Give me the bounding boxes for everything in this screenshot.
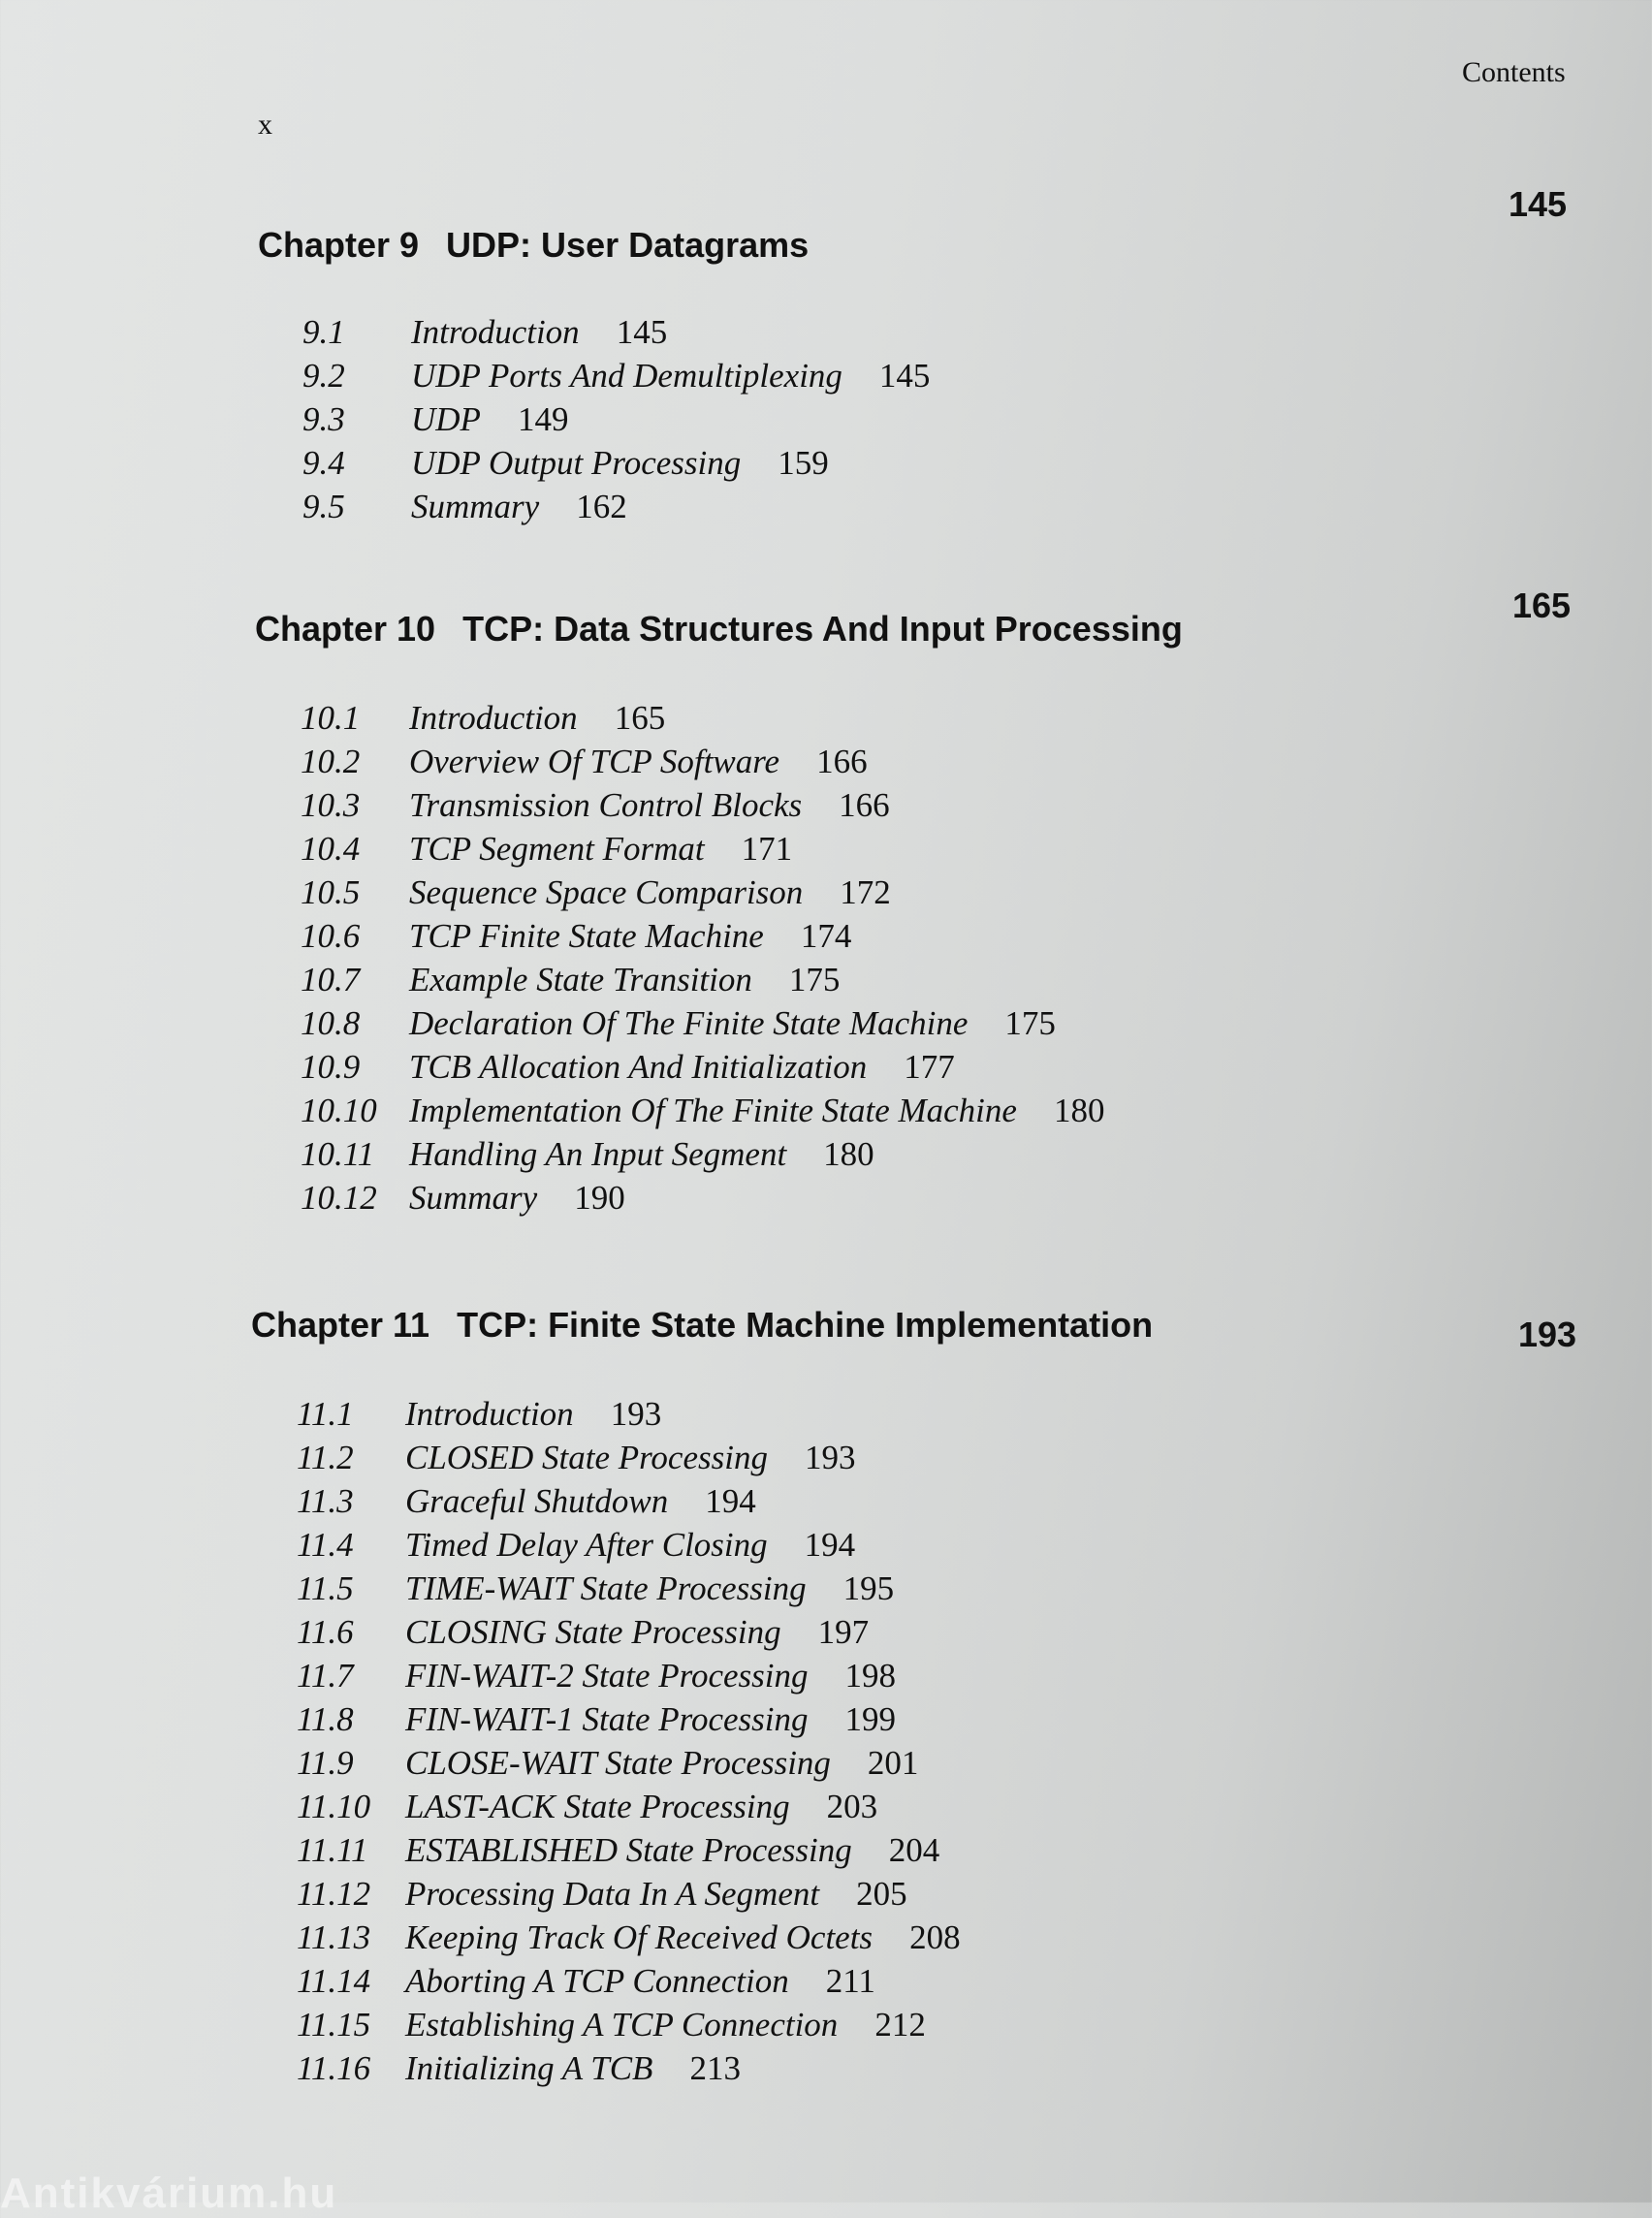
section-page: 175 — [788, 961, 841, 998]
section-title: Example State Transition — [409, 961, 752, 998]
toc-entry — [301, 1001, 1104, 1045]
toc-entry — [302, 441, 930, 485]
section-title: Overview Of TCP Software — [409, 743, 780, 780]
toc-entry — [297, 1785, 961, 1828]
section-page: 159 — [778, 444, 829, 482]
section-page: 180 — [823, 1135, 874, 1173]
chapter-title: UDP: User Datagrams — [446, 225, 810, 265]
toc-entry — [301, 871, 1104, 914]
section-page: 193 — [610, 1395, 662, 1433]
chapter-page-number: 165 — [1512, 586, 1572, 625]
section-number: 11.4 — [297, 1526, 354, 1564]
section-number: 9.2 — [302, 357, 345, 395]
section-page: 201 — [867, 1744, 919, 1782]
toc-entry — [297, 1741, 961, 1785]
toc-entry — [297, 1567, 961, 1610]
toc-entry — [301, 1045, 1104, 1089]
section-title: CLOSE-WAIT State Processing — [405, 1744, 831, 1782]
chapter-title: TCP: Finite State Machine Implementation — [457, 1305, 1154, 1345]
section-page: 177 — [904, 1048, 955, 1086]
toc-entry — [297, 1916, 961, 1959]
section-title: CLOSED State Processing — [405, 1439, 768, 1476]
section-number: 10.3 — [301, 786, 361, 824]
section-title: Introduction — [411, 313, 580, 351]
section-number: 11.9 — [297, 1744, 354, 1782]
chapter-heading — [251, 1305, 1153, 1346]
toc-entry — [297, 1654, 961, 1697]
toc-entry — [302, 485, 930, 528]
section-title: CLOSING State Processing — [405, 1613, 781, 1651]
section-number: 11.2 — [297, 1439, 354, 1476]
section-title: FIN-WAIT-1 State Processing — [405, 1700, 809, 1738]
section-title: Introduction — [409, 699, 578, 737]
section-page: 175 — [1004, 1004, 1056, 1042]
toc-entry — [302, 354, 930, 397]
toc-entry — [301, 696, 1104, 740]
section-page: 205 — [856, 1875, 907, 1913]
section-number: 10.6 — [301, 917, 361, 955]
section-page: 145 — [878, 357, 931, 395]
chapter-page-number: 193 — [1518, 1315, 1577, 1354]
chapter-page-number: 145 — [1509, 184, 1568, 224]
toc-entry — [301, 958, 1104, 1001]
section-page: 145 — [616, 313, 668, 351]
section-page: 174 — [800, 917, 852, 955]
section-number: 10.8 — [301, 1004, 361, 1042]
page-folio: x — [258, 109, 272, 141]
section-title: Establishing A TCP Connection — [405, 2006, 839, 2044]
section-list — [301, 696, 1104, 1220]
toc-entry — [301, 783, 1104, 827]
section-number: 10.4 — [301, 830, 361, 868]
section-page: 195 — [842, 1569, 895, 1607]
section-number: 11.12 — [297, 1875, 371, 1913]
section-number: 11.7 — [297, 1657, 354, 1695]
section-number: 11.5 — [297, 1569, 354, 1607]
toc-entry — [301, 1132, 1104, 1176]
toc-entry — [301, 740, 1104, 783]
section-title: TCP Segment Format — [409, 830, 705, 868]
section-number: 10.12 — [301, 1179, 377, 1217]
toc-entry — [301, 827, 1104, 871]
section-page: 194 — [804, 1526, 856, 1564]
section-title: Summary — [411, 488, 540, 525]
section-page: 165 — [614, 699, 666, 737]
section-number: 10.10 — [301, 1092, 377, 1129]
chapter-heading — [255, 609, 1183, 650]
section-title: UDP Ports And Demultiplexing — [411, 357, 842, 395]
section-number: 10.2 — [301, 743, 361, 780]
toc-entry — [297, 2003, 961, 2046]
section-number: 11.1 — [297, 1395, 354, 1433]
section-title: ESTABLISHED State Processing — [405, 1831, 852, 1869]
section-title: LAST-ACK State Processing — [405, 1788, 790, 1825]
section-title: Keeping Track Of Received Octets — [405, 1918, 874, 1956]
section-page: 172 — [840, 873, 891, 911]
section-title: TCP Finite State Machine — [409, 917, 764, 955]
section-title: Introduction — [405, 1395, 574, 1433]
toc-entry — [297, 1392, 961, 1436]
section-number: 11.10 — [297, 1788, 371, 1825]
section-number: 11.3 — [297, 1482, 354, 1520]
toc-entry — [297, 1697, 961, 1741]
section-list — [297, 1392, 961, 2090]
toc-entry — [297, 1872, 961, 1916]
section-page: 149 — [517, 400, 569, 438]
section-number: 11.8 — [297, 1700, 354, 1738]
section-page: 166 — [816, 743, 868, 780]
section-number: 10.1 — [301, 699, 361, 737]
toc-entry — [297, 2046, 961, 2090]
section-number: 11.11 — [297, 1831, 368, 1869]
section-list — [302, 310, 930, 528]
section-title: TCB Allocation And Initialization — [409, 1048, 868, 1086]
running-head: Contents — [1462, 56, 1566, 88]
section-page: 203 — [826, 1788, 878, 1825]
section-number: 9.4 — [302, 444, 345, 482]
section-title: Summary — [409, 1179, 538, 1217]
toc-entry — [297, 1610, 961, 1654]
section-number: 10.9 — [301, 1048, 361, 1086]
section-page: 204 — [888, 1831, 940, 1869]
section-page: 211 — [825, 1962, 875, 2000]
section-title: Implementation Of The Finite State Machine — [409, 1092, 1017, 1129]
toc-entry — [297, 1436, 961, 1479]
section-title: Declaration Of The Finite State Machine — [409, 1004, 969, 1042]
chapter-title: TCP: Data Structures And Input Processing — [462, 609, 1183, 649]
section-number: 10.11 — [301, 1135, 375, 1173]
toc-entry — [301, 914, 1104, 958]
section-page: 180 — [1053, 1092, 1105, 1129]
section-title: Transmission Control Blocks — [409, 786, 803, 824]
section-page: 171 — [741, 830, 793, 868]
section-title: Timed Delay After Closing — [405, 1526, 768, 1564]
toc-entry — [302, 310, 930, 354]
section-title: Initializing A TCB — [405, 2049, 653, 2087]
toc-entry — [297, 1959, 961, 2003]
section-title: Graceful Shutdown — [405, 1482, 669, 1520]
chapter-number: Chapter 9 — [258, 225, 420, 265]
section-number: 9.5 — [302, 488, 345, 525]
toc-entry — [297, 1828, 961, 1872]
chapter-number: Chapter 11 — [251, 1305, 430, 1345]
section-page: 162 — [576, 488, 627, 525]
section-page: 190 — [574, 1179, 625, 1217]
section-page: 208 — [909, 1918, 961, 1956]
section-page: 213 — [689, 2049, 741, 2087]
section-page: 198 — [844, 1657, 897, 1695]
section-page: 212 — [874, 2006, 926, 2044]
section-title: TIME-WAIT State Processing — [405, 1569, 807, 1607]
toc-entry — [301, 1176, 1104, 1220]
section-number: 11.16 — [297, 2049, 371, 2087]
section-page: 194 — [705, 1482, 756, 1520]
chapter-number: Chapter 10 — [255, 609, 436, 649]
section-number: 10.7 — [301, 961, 361, 998]
section-page: 199 — [844, 1700, 897, 1738]
section-number: 10.5 — [301, 873, 361, 911]
section-number: 9.1 — [302, 313, 345, 351]
section-number: 11.13 — [297, 1918, 371, 1956]
section-page: 166 — [839, 786, 890, 824]
section-page: 193 — [804, 1439, 856, 1476]
toc-entry — [302, 397, 930, 441]
chapter-heading — [258, 225, 809, 266]
section-title: Processing Data In A Segment — [405, 1875, 820, 1913]
watermark: Antikvárium.hu — [0, 2170, 338, 2217]
toc-entry — [297, 1523, 961, 1567]
section-title: FIN-WAIT-2 State Processing — [405, 1657, 809, 1695]
section-title: Aborting A TCP Connection — [405, 1962, 789, 2000]
toc-entry — [301, 1089, 1104, 1132]
toc-entry — [297, 1479, 961, 1523]
section-title: Sequence Space Comparison — [409, 873, 804, 911]
section-number: 9.3 — [302, 400, 345, 438]
section-number: 11.6 — [297, 1613, 354, 1651]
section-number: 11.15 — [297, 2006, 371, 2044]
section-title: UDP — [411, 400, 481, 438]
section-number: 11.14 — [297, 1962, 371, 2000]
section-title: Handling An Input Segment — [409, 1135, 787, 1173]
section-page: 197 — [817, 1613, 870, 1651]
section-title: UDP Output Processing — [411, 444, 742, 482]
